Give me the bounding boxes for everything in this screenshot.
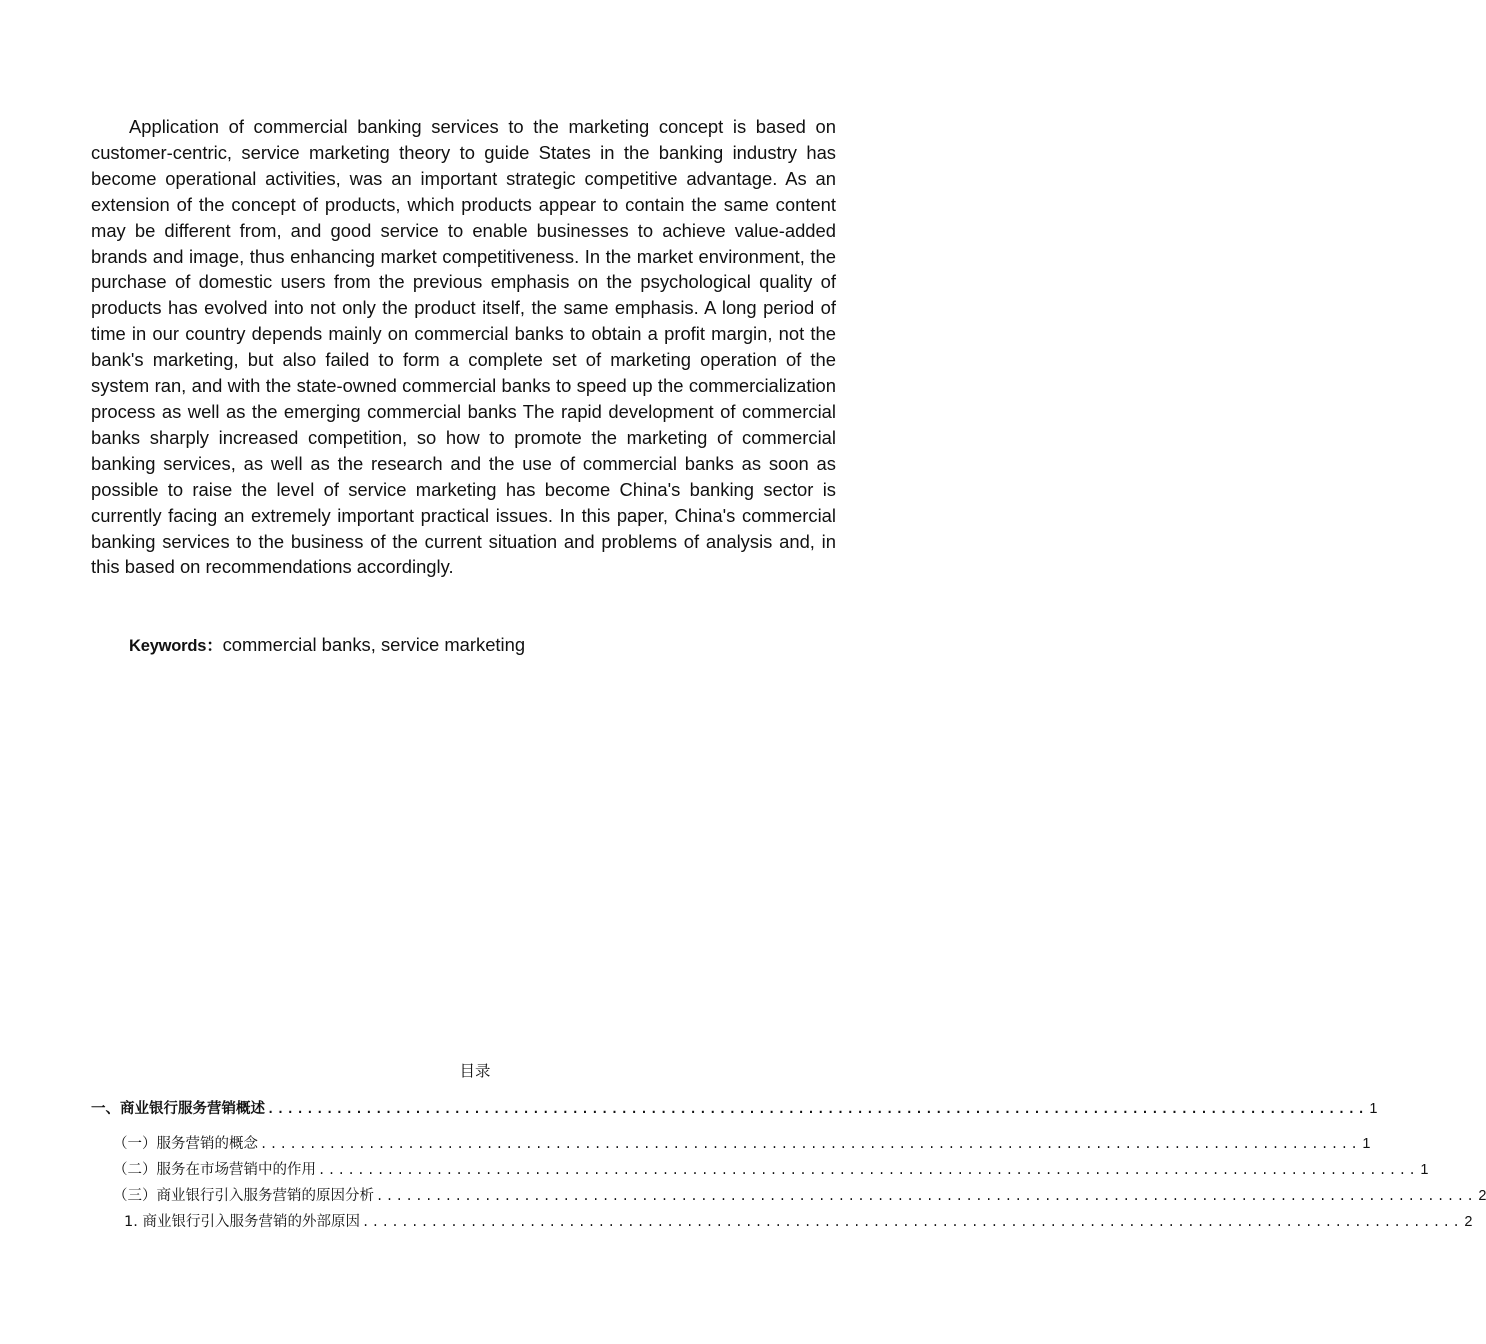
toc-entry[interactable]: [124, 1210, 1473, 1231]
toc-entry[interactable]: [91, 1097, 1378, 1118]
toc-entry-label: （二）服务在市场营销中的作用: [113, 1162, 316, 1178]
toc-leader-dots: ................................................................................................................: [267, 1102, 1368, 1116]
toc-entry[interactable]: [113, 1184, 1486, 1205]
toc-entry-label: 1. 商业银行引入服务营销的外部原因: [124, 1214, 360, 1230]
toc-title: 目录: [459, 1062, 491, 1080]
toc-leader-dots: ................................................................................................................: [260, 1137, 1361, 1151]
toc-entry[interactable]: [113, 1132, 1371, 1153]
keywords-label: Keywords：: [129, 637, 223, 655]
toc-entry-label: （三）商业银行引入服务营销的原因分析: [113, 1188, 374, 1204]
toc-leader-dots: ................................................................................................................: [318, 1163, 1419, 1177]
abstract-paragraph: Application of commercial banking services to the marketing concept is based on customer-centric, service marketing theory to guide States in the banking industry has become operational activities, was an important strategic competitive advantage. As an extension of the concept of products, which products appear to contain the same content may be different from, and good service to enable businesses to achieve value-added brands and image, thus enhancing market competitiveness. In the market environment, the purchase of domestic users from the previous emphasis on the psychological quality of products has evolved into not only the product itself, the same emphasis. A long period of time in our country depends mainly on commercial banks to obtain a profit margin, not the bank's marketing, but also failed to form a complete set of marketing operation of the system ran, and with the state-owned commercial banks to speed up the commercialization process as well as the emerging commercial banks The rapid development of commercial banks sharply increased competition, so how to promote the marketing of commercial banking services, as well as the research and the use of commercial banks as soon as possible to raise the level of service marketing has become China's banking sector is currently facing an extremely important practical issues. In this paper, China's commercial banking services to the business of the current situation and problems of analysis and, in this based on recommendations accordingly.: [91, 116, 836, 578]
keywords-value: commercial banks, service marketing: [222, 634, 526, 655]
toc-page-number: 2: [1478, 1188, 1486, 1204]
keywords-line: [129, 632, 525, 656]
toc-page-number: 1: [1369, 1101, 1378, 1117]
toc-entry-label: （一）服务营销的概念: [113, 1136, 258, 1152]
toc-entry-label: 一、商业银行服务营销概述: [91, 1101, 265, 1117]
toc-page-number: 1: [1420, 1162, 1429, 1178]
toc-leader-dots: ................................................................................................................: [376, 1189, 1477, 1203]
toc-entry[interactable]: [113, 1158, 1429, 1179]
toc-page-number: 1: [1362, 1136, 1371, 1152]
toc-page-number: 2: [1464, 1214, 1473, 1230]
toc-leader-dots: ................................................................................................................: [361, 1215, 1463, 1229]
